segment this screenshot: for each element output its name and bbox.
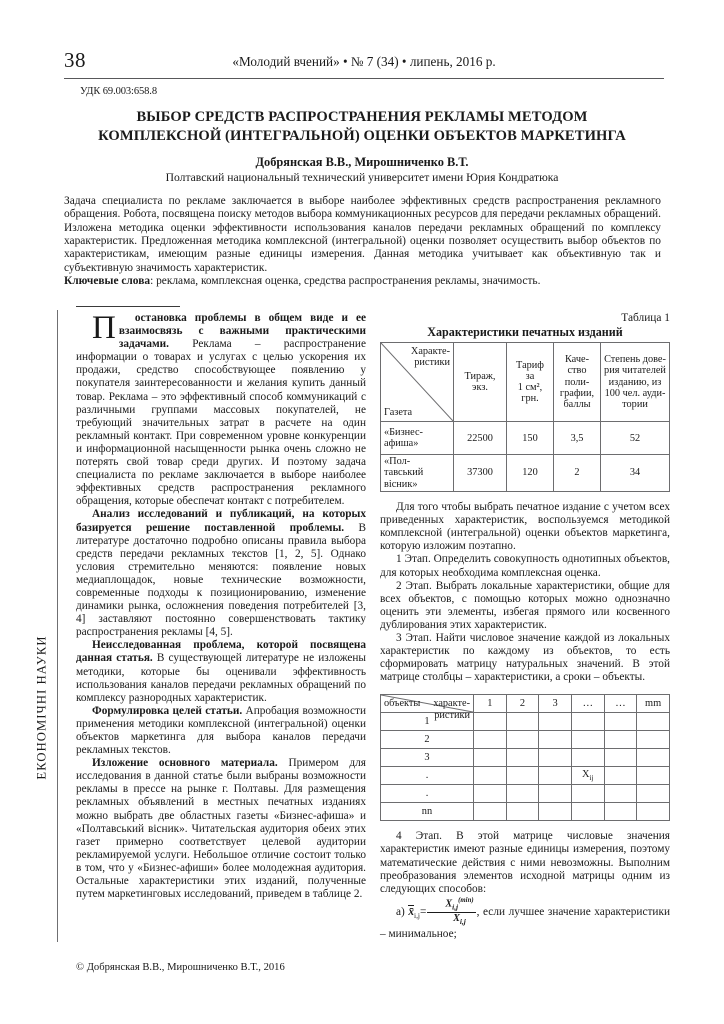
paragraph-stage-2: 2 Этап. Выбрать локальные характеристики, общие для всех объектов, с помощью которых можно однозначно оценить эти элементы, избегая прямого или косвенного дублирования этих характеристик. bbox=[380, 579, 670, 631]
paragraph-goals bbox=[76, 705, 366, 757]
matrix-xij-subscript: ij bbox=[589, 772, 594, 782]
matrix-cell bbox=[506, 713, 539, 731]
matrix-row-label: 3 bbox=[381, 749, 474, 767]
paragraph-method-intro: Для того чтобы выбрать печатное издание с учетом всех приведенных характеристик, воспользуемся методикой комплексной (интегральной) оценки объектов маркетинга, которую изложим поэтапно. bbox=[380, 501, 670, 553]
matrix-cell bbox=[539, 713, 572, 731]
formula-item-label: а) bbox=[396, 905, 405, 918]
table1-cell: 52 bbox=[601, 422, 670, 455]
table1-header-circulation: Тираж, экз. bbox=[454, 343, 507, 422]
table-natural-values-matrix bbox=[380, 694, 670, 821]
formula-denominator-subscript: i,j bbox=[459, 917, 466, 927]
table-row bbox=[381, 749, 670, 767]
matrix-col-header: 3 bbox=[539, 695, 572, 713]
matrix-cell bbox=[474, 803, 507, 821]
table-row bbox=[381, 455, 670, 492]
matrix-cell bbox=[604, 749, 637, 767]
matrix-cell bbox=[539, 767, 572, 785]
running-head bbox=[64, 48, 664, 78]
table1-row-name: «Бизнес- афиша» bbox=[381, 422, 454, 455]
article-title-line1: ВЫБОР СРЕДСТВ РАСПРОСТРАНЕНИЯ РЕКЛАМЫ МЕТОДОМ bbox=[136, 109, 588, 125]
matrix-corner-top-label: характе- ристики bbox=[433, 698, 470, 721]
abstract bbox=[64, 195, 661, 288]
matrix-cell bbox=[539, 803, 572, 821]
matrix-cell bbox=[474, 767, 507, 785]
right-column bbox=[380, 312, 670, 941]
unresolved-bold-run: Неисследованная проблема, которой посвящена данная статья. bbox=[76, 639, 366, 665]
section-side-label: ЕКОНОМІЧНІ НАУКИ bbox=[34, 635, 49, 780]
matrix-cell bbox=[571, 713, 604, 731]
matrix-cell bbox=[637, 713, 670, 731]
formula-numerator bbox=[427, 895, 475, 913]
matrix-corner-cell bbox=[381, 695, 474, 721]
matrix-cell bbox=[474, 785, 507, 803]
paragraph-statement-of-problem bbox=[76, 312, 366, 508]
table1-header-tariff: Тариф за 1 см², грн. bbox=[507, 343, 554, 422]
table1-cell: 34 bbox=[601, 455, 670, 492]
matrix-cell bbox=[474, 749, 507, 767]
matrix-xij-base: X bbox=[581, 768, 590, 780]
matrix-cell bbox=[506, 749, 539, 767]
article-authors: Добрянская В.В., Мирошниченко В.Т. bbox=[255, 155, 469, 169]
formula-numerator-superscript: (min) bbox=[458, 896, 474, 904]
table-row bbox=[381, 785, 670, 803]
keywords-label: Ключевые слова bbox=[64, 275, 151, 288]
table1-cell: 2 bbox=[554, 455, 601, 492]
matrix-cell bbox=[571, 731, 604, 749]
matrix-cell bbox=[506, 731, 539, 749]
matrix-col-header: 1 bbox=[474, 695, 507, 713]
table1-header-trust-level: Степень дове- рия читателей изданию, из 100 чел. ауди- тории bbox=[601, 343, 670, 422]
table-row bbox=[381, 803, 670, 821]
left-column bbox=[76, 312, 366, 901]
matrix-row-label: . bbox=[381, 785, 474, 803]
table1-corner-bottom-label: Газета bbox=[384, 406, 413, 418]
header-rule bbox=[64, 78, 664, 79]
paragraph-stage-1: 1 Этап. Определить совокупность однотипных объектов, для которых необходима комплексная оценка. bbox=[380, 553, 670, 579]
copyright-line: © Добрянская В.В., Мирошниченко В.Т., 2016 bbox=[76, 962, 285, 973]
matrix-cell bbox=[637, 749, 670, 767]
formula-denominator-base: X bbox=[453, 913, 460, 925]
lead-text-run: Реклама – распространение информации о товарах и услугах с целью ускорения их продажи, средство способствующее появлению у покупателя заинтересованности и желания купить данный товар. Реклама – это эффективный способ коммуникаций с различными группами массовых покупателей, не требующий значительных затрат в расчете на один рекламный контакт. При современном уровне конкуренции и информационной насыщенности рынка очень сложно не потерять свой товар среди других. И поэтому задача специалиста по рекламе заключается в выборе наиболее эффективных средств распространения рекламного обращения, которые обеспечат контакт с потребителем. bbox=[76, 338, 366, 508]
formula-lhs: x̄ bbox=[408, 905, 415, 918]
analysis-text-run: В литературе достаточно подробно описаны правила выбора средств передачи рекламных текстов [1, 2, 5]. Однако условия стремительно меняются: появление новых медиаплощадок, новые технические возможности, современные подходы к позиционированию, изменение динамики рынка, осложнения поведения потребителей [3, 4] заставляют постоянно совершенствовать тактику распространения рекламы [4, 5]. bbox=[76, 521, 366, 639]
matrix-row-label: . bbox=[381, 767, 474, 785]
table1-title: Характеристики печатных изданий bbox=[427, 325, 623, 340]
article-title-line2: КОМПЛЕКСНОЙ (ИНТЕГРАЛЬНОЙ) ОЦЕНКИ ОБЪЕКТОВ МАРКЕТИНГА bbox=[98, 128, 626, 144]
matrix-cell bbox=[539, 749, 572, 767]
matrix-cell bbox=[474, 713, 507, 731]
table-printed-editions-characteristics bbox=[380, 342, 670, 492]
table1-cell: 150 bbox=[507, 422, 554, 455]
table-row bbox=[381, 731, 670, 749]
table1-cell: 22500 bbox=[454, 422, 507, 455]
matrix-cell bbox=[604, 731, 637, 749]
goals-text-run: Апробация возможности применения методики комплексной (интегральной) оценки объектов маркетинга для выбора каналов передачи рекламных текстов. bbox=[76, 704, 366, 757]
matrix-cell bbox=[604, 713, 637, 731]
main-material-text-run: Примером для исследования в данной статье были выбраны возможности рекламы в прессе на рынке г. Полтавы. Для размещения рекламных объявлений в местных печатных изданиях можно выбрать две областных газеты «Бизнес-афиша» и «Полтавський вісник». Читательская аудитория обеих этих газет примерно соответствует целевой аудитории рекламируемой услуги. Небольшое отличие состоит только в том, что у «Бизнес-афиши» более молодежная аудитория. Остальные характеристики этих изданий, полученные путем маркетинговых исследований, приведем в таблице 2. bbox=[76, 757, 366, 901]
formula-numerator-subscript: i,j bbox=[452, 902, 459, 912]
matrix-cell bbox=[474, 731, 507, 749]
table-row bbox=[381, 422, 670, 455]
matrix-row-label: 1 bbox=[381, 713, 474, 731]
matrix-cell bbox=[637, 731, 670, 749]
matrix-cell bbox=[604, 803, 637, 821]
table1-number: Таблица 1 bbox=[621, 312, 670, 324]
matrix-row-label: 2 bbox=[381, 731, 474, 749]
drop-cap: П bbox=[92, 310, 116, 346]
matrix-col-header: … bbox=[604, 695, 637, 713]
goals-bold-run: Формулировка целей статьи. bbox=[92, 704, 243, 717]
journal-line: «Молодий вчений» • № 7 (34) • липень, 2016 р. bbox=[232, 54, 496, 69]
matrix-cell bbox=[506, 785, 539, 803]
lead-bold-run: остановка проблемы в общем виде и ее взаимосвязь с важными практическими задачами. bbox=[118, 312, 366, 351]
formula-denominator bbox=[427, 913, 475, 927]
matrix-cell bbox=[604, 767, 637, 785]
matrix-cell bbox=[604, 785, 637, 803]
footnote-rule bbox=[76, 306, 180, 307]
main-material-bold-run: Изложение основного материала. bbox=[92, 757, 278, 770]
matrix-cell bbox=[571, 749, 604, 767]
table1-cell: 120 bbox=[507, 455, 554, 492]
formula-fraction bbox=[427, 895, 475, 927]
paragraph-formula-a bbox=[380, 896, 670, 942]
matrix-cell bbox=[571, 785, 604, 803]
table1-cell: 37300 bbox=[454, 455, 507, 492]
matrix-col-header: 2 bbox=[506, 695, 539, 713]
table1-cell: 3,5 bbox=[554, 422, 601, 455]
table1-header-print-quality: Каче- ство поли- графии, баллы bbox=[554, 343, 601, 422]
udc-code: УДК 69.003:658.8 bbox=[80, 86, 157, 97]
abstract-body: Задача специалиста по рекламе заключается в выборе наиболее эффективных средств распространения рекламного обращения. Робота, посвящена поиску методов выбора коммуникационных ресурсов для передачи рекламных обращений. Изложена методика оценки эффективности использования каналов передачи рекламных обращений по комплексу характеристик. Предложенная методика комплексной (интегральной) оценки позволяет осуществить выбор объектов по характеристикам, имеющим разные единицы измерения. Данная методика учитывает как объективную так и субъективную значимость характеристик. bbox=[64, 195, 661, 274]
formula-tail-text: , если лучшее значение характеристики – минимальное; bbox=[380, 905, 670, 941]
matrix-cell-xij bbox=[571, 767, 604, 785]
table-row-header bbox=[381, 343, 670, 422]
formula-equals: = bbox=[419, 905, 427, 918]
page-number: 38 bbox=[64, 48, 86, 72]
side-rule bbox=[57, 310, 58, 942]
table-row bbox=[381, 767, 670, 785]
matrix-cell bbox=[506, 803, 539, 821]
paragraph-stage-3: 3 Этап. Найти числовое значение каждой из локальных характеристик по каждому из объектов, то есть сформировать матрицу натуральных значений. В этой матрице столбцы – характеристики, а сроки – объекты. bbox=[380, 632, 670, 684]
keywords-value: : реклама, комплексная оценка, средства распространения рекламы, значимость. bbox=[150, 275, 541, 288]
matrix-corner-bottom-label: объекты bbox=[384, 698, 421, 710]
matrix-cell bbox=[637, 767, 670, 785]
table-row-header bbox=[381, 695, 670, 713]
matrix-cell bbox=[539, 785, 572, 803]
matrix-col-header: mm bbox=[637, 695, 670, 713]
matrix-row-label: nn bbox=[381, 803, 474, 821]
article-title bbox=[62, 108, 662, 146]
article-affiliation: Полтавский национальный технический университет имени Юрия Кондратюка bbox=[165, 171, 559, 184]
matrix-cell bbox=[506, 767, 539, 785]
matrix-cell bbox=[539, 731, 572, 749]
formula-lhs-subscript: i,j bbox=[414, 910, 420, 920]
unresolved-text-run: В существующей литературе не изложены методики, которые бы оценивали эффективность использования каналов передачи рекламных обращений по комплексу разнородных характеристик. bbox=[76, 652, 367, 704]
paragraph-main-material bbox=[76, 757, 366, 901]
paragraph-unresolved bbox=[76, 639, 366, 704]
analysis-bold-run: Анализ исследований и публикаций, на которых базируется решение поставленной проблемы. bbox=[76, 508, 366, 534]
matrix-cell bbox=[637, 785, 670, 803]
table1-row-name: «Пол- тавський вісник» bbox=[381, 455, 454, 492]
table1-corner-top-label: Характе- ристики bbox=[410, 346, 450, 369]
formula-numerator-base: X bbox=[445, 898, 453, 910]
table1-corner-cell bbox=[381, 343, 454, 422]
matrix-cell bbox=[637, 803, 670, 821]
matrix-col-header: … bbox=[571, 695, 604, 713]
matrix-cell bbox=[571, 803, 604, 821]
paragraph-analysis bbox=[76, 508, 366, 639]
paragraph-stage-4: 4 Этап. В этой матрице числовые значения характеристик имеют разные единицы измерения, поэтому математические действия с ними невозможны. Выполним преобразования элементов исходной матрицы одним из следующих способов: bbox=[380, 830, 670, 895]
